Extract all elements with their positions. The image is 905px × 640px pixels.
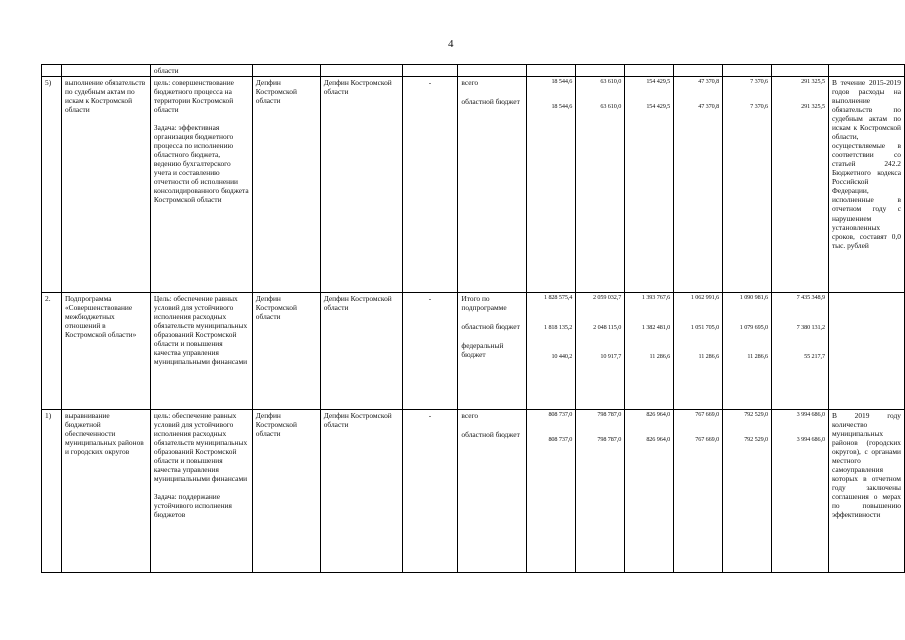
value-cell xyxy=(576,77,625,293)
value: 291 325,5 xyxy=(801,78,825,86)
value: 47 370,8 xyxy=(698,102,720,110)
dash-cell: - xyxy=(402,410,458,573)
value-cell xyxy=(576,293,625,410)
co-executor: Депфин Костромской области xyxy=(320,293,402,410)
value: 63 610,0 xyxy=(600,102,622,110)
dash-cell: - xyxy=(402,77,458,293)
subprogram-name: Подпрограмма «Совершенствование межбюджетных отношений в Костромской области» xyxy=(61,293,150,410)
value: 2 059 032,7 xyxy=(592,294,622,302)
value: 767 669,0 xyxy=(695,411,720,419)
value-cell xyxy=(723,410,772,573)
total-cell xyxy=(772,77,829,293)
value: 792 529,0 xyxy=(744,435,769,443)
value-cell xyxy=(674,77,723,293)
value: 1 818 135,2 xyxy=(544,323,573,331)
source-label: федеральный бюджет xyxy=(461,341,504,360)
value: 11 286,6 xyxy=(747,353,769,361)
value: 1 828 575,4 xyxy=(544,294,573,302)
value: 7 435 348,9 xyxy=(796,294,825,302)
goal-cell xyxy=(150,410,252,573)
table-row xyxy=(42,293,905,410)
co-executor: Депфин Костромской области xyxy=(320,77,402,293)
total-cell xyxy=(772,410,829,573)
value: 7 380 131,2 xyxy=(796,323,825,331)
responsible-executor: Депфин Костромской области xyxy=(252,410,320,573)
source-label: областной бюджет xyxy=(461,322,520,332)
total-cell xyxy=(772,293,829,410)
row-number: 1) xyxy=(42,410,62,573)
funding-sources xyxy=(458,77,527,293)
task-text: Задача: эффективная организация бюджетного процесса по исполнению областного бюджета, ведению бухгалтерского учета и составлению отчетности об исполнении консолидированного бюджета Костромской области xyxy=(153,123,249,205)
dash-cell: - xyxy=(402,293,458,410)
value-cell xyxy=(625,77,674,293)
value: 11 286,6 xyxy=(649,353,671,361)
source-label: всего xyxy=(461,411,479,421)
value: 55 217,7 xyxy=(804,353,825,361)
value: 808 737,0 xyxy=(548,411,573,419)
value: 792 529,0 xyxy=(744,411,769,419)
value: 10 440,2 xyxy=(551,353,573,361)
value: 1 062 991,6 xyxy=(690,294,720,302)
value: 154 429,5 xyxy=(646,78,671,86)
value-cell xyxy=(576,410,625,573)
value: 808 737,0 xyxy=(548,435,573,443)
measure-name: выполнение обязательств по судебным актам по искам к Костромской области xyxy=(61,77,150,293)
result-note xyxy=(828,293,904,410)
value-cell xyxy=(527,410,576,573)
table-row xyxy=(42,65,905,77)
task-text: Задача: поддержание устойчивого исполнения бюджетов xyxy=(153,492,232,520)
source-label: Итого по подпрограмме xyxy=(461,294,507,313)
source-label: областной бюджет xyxy=(461,97,520,107)
program-table xyxy=(41,64,905,573)
value: 11 286,6 xyxy=(698,353,720,361)
value: 826 964,0 xyxy=(646,411,671,419)
value: 2 048 115,0 xyxy=(593,323,622,331)
source-label: областной бюджет xyxy=(461,430,520,440)
goal-text: цель: совершенствование бюджетного процесса на территории Костромской области xyxy=(153,78,234,115)
table-row xyxy=(42,410,905,573)
goal-cell: области xyxy=(150,65,252,77)
value: 7 370,6 xyxy=(750,78,769,86)
value-cell xyxy=(625,293,674,410)
value-cell xyxy=(527,77,576,293)
value-cell xyxy=(625,410,674,573)
funding-sources xyxy=(458,410,527,573)
value: 826 964,0 xyxy=(646,435,671,443)
table-row xyxy=(42,77,905,293)
value: 3 994 686,0 xyxy=(796,435,825,443)
row-number: 2. xyxy=(42,293,62,410)
value: 1 051 705,0 xyxy=(690,323,720,331)
row-number: 5) xyxy=(42,77,62,293)
value: 10 917,7 xyxy=(600,353,622,361)
responsible-executor: Депфин Костромской области xyxy=(252,77,320,293)
value: 18 544,6 xyxy=(551,102,573,110)
result-note: В 2019 году количество муниципальных районов (городских округов), с органами местного самоуправления которых в отчетном году заключены соглашения о мерах по повышению эффективности xyxy=(828,410,904,573)
value-cell xyxy=(527,293,576,410)
value: 798 787,0 xyxy=(597,435,622,443)
value: 154 429,5 xyxy=(646,102,671,110)
value: 3 994 686,0 xyxy=(796,411,825,419)
value: 798 787,0 xyxy=(597,411,622,419)
value: 7 370,6 xyxy=(750,102,769,110)
value: 18 544,6 xyxy=(551,78,573,86)
co-executor: Депфин Костромской области xyxy=(320,410,402,573)
value: 767 669,0 xyxy=(695,435,720,443)
value-cell xyxy=(674,293,723,410)
value: 1 090 981,6 xyxy=(739,294,769,302)
value: 63 610,0 xyxy=(600,78,622,86)
measure-name: выравнивание бюджетной обеспеченности муниципальных районов и городских округов xyxy=(61,410,150,573)
value: 47 370,8 xyxy=(698,78,720,86)
value: 1 079 695,0 xyxy=(739,323,769,331)
responsible-executor: Депфин Костромской области xyxy=(252,293,320,410)
goal-text: Цель: обеспечение равных условий для устойчивого исполнения расходных обязательств муниципальных образований Костромской области и повышения качества управления муниципальными финансами xyxy=(150,293,252,410)
value-cell xyxy=(723,293,772,410)
value-cell xyxy=(674,410,723,573)
goal-cell xyxy=(150,77,252,293)
value: 291 325,5 xyxy=(801,102,825,110)
funding-sources xyxy=(458,293,527,410)
goal-text: цель: обеспечение равных условий для устойчивого исполнения расходных обязательств муниципальных образований Костромской области и повышения качества управления муниципальными финансами xyxy=(153,411,248,484)
value: 1 393 767,6 xyxy=(641,294,671,302)
value-cell xyxy=(723,77,772,293)
value: 1 382 481,0 xyxy=(641,323,671,331)
source-label: всего xyxy=(461,78,479,88)
page-number: 4 xyxy=(448,38,454,50)
result-note: В течение 2015-2019 годов расходы на выполнение обязательств по судебным актам по искам к Костромской области, осуществляемые в соответствии со статьей 242.2 Бюджетного кодекса Российской Федерации, исполненные в отчетном году с нарушением установленных сроков, составят 0,0 тыс. рублей xyxy=(828,77,904,293)
